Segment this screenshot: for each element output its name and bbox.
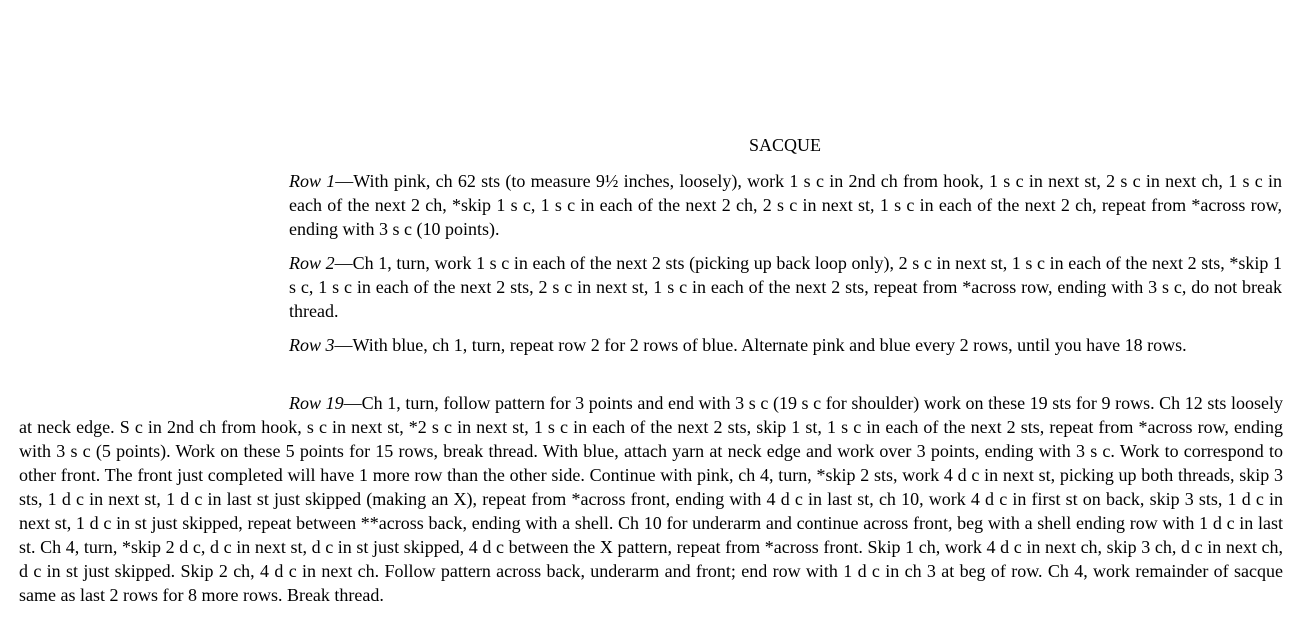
paragraph-row-2 <box>289 251 1282 323</box>
row-instructions: —With blue, ch 1, turn, repeat row 2 for 2 rows of blue. Alternate pink and blue every 2 rows, until you have 18 rows. <box>334 335 1187 355</box>
paragraph-row-1 <box>289 169 1282 241</box>
paragraph-row-3 <box>289 333 1282 357</box>
row-label: Row 1 <box>289 171 336 191</box>
page-title: SACQUE <box>748 135 821 155</box>
row-label: Row 2 <box>289 253 335 273</box>
row-instructions: —Ch 1, turn, follow pattern for 3 points and end with 3 s c (19 s c for shoulder) work on these 19 sts for 9 rows. Ch 12 sts loosely at neck edge. S c in 2nd ch from hook, s c in next st, *2 s c in next st, 1 s c in each of the next 2 sts, skip 1 st, 1 s c in each of the next 2 sts, repeat from *across row, ending with 3 s c (5 points). Work on these 5 points for 15 rows, break thread. With blue, attach yarn at neck edge and work over 3 points, ending with 3 s c. Work to correspond to other front. The front just completed will have 1 more row than the other side. Continue with pink, ch 4, turn, *skip 2 sts, work 4 d c in next st, picking up both threads, skip 3 sts, 1 d c in next st, 1 d c in last st just skipped (making an X), repeat from *across front, ending with 4 d c in last st, ch 10, work 4 d c in first st on back, skip 3 sts, 1 d c in next st, 1 d c in st just skipped, repeat between **across back, ending with a shell. Ch 10 for underarm and continue across front, beg with a shell ending row with 1 d c in last st. Ch 4, turn, *skip 2 d c, d c in next st, d c in st just skipped, 4 d c between the X pattern, repeat from *across front. Skip 1 ch, work 4 d c in next ch, skip 3 ch, d c in next ch, d c in st just skipped. Skip 2 ch, 4 d c in next ch. Follow pattern across back, underarm and front; end row with 1 d c in ch 3 at beg of row. Ch 4, work remainder of sacque same as last 2 rows for 8 more rows. Break thread. <box>19 393 1283 605</box>
row-instructions: —With pink, ch 62 sts (to measure 9½ inches, loosely), work 1 s c in 2nd ch from hook, 1 s c in next st, 2 s c in next ch, 1 s c in each of the next 2 ch, *skip 1 s c, 1 s c in each of the next 2 ch, 2 s c in next st, 1 s c in each of the next 2 ch, repeat from *across row, ending with 3 s c (10 points). <box>289 171 1282 239</box>
row-label: Row 3 <box>289 335 335 355</box>
row-instructions: —Ch 1, turn, work 1 s c in each of the next 2 sts (picking up back loop only), 2 s c in next st, 1 s c in each of the next 2 sts, *skip 1 s c, 1 s c in each of the next 2 sts, 2 s c in next st, 1 s c in each of the next 2 sts, repeat from *across row, ending with 3 s c, do not break thread. <box>289 253 1282 321</box>
row-label: Row 19 <box>289 393 344 413</box>
paragraph-row-19 <box>19 391 1283 607</box>
